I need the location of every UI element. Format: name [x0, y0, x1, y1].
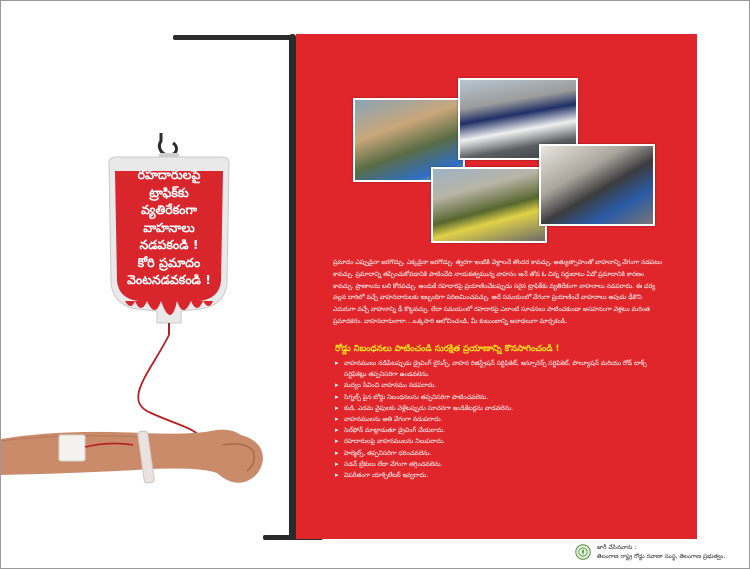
bag-slogan-line: నడపకండి !: [139, 237, 199, 252]
government-emblem-icon: [575, 544, 591, 560]
photo-phone-rider: [539, 144, 655, 226]
list-item: ▸ మద్యం సేవించి వాహనము నడపరాదు.: [335, 380, 665, 391]
photo-road-traffic: [431, 167, 547, 243]
bag-slogan-line: ట్రాఫిక్‌కు: [149, 184, 189, 200]
issuer-label: జారీ చేసినవారు :: [597, 545, 637, 551]
list-item: ▸ రహదారులపై వాహనములను నిలుపరాదు.: [335, 436, 665, 447]
body-paragraph: ప్రమాదం ఎప్పుడైనా జరగొచ్చు, ఎక్కడైనా జరగొచ్చు. త్వరగా ఇంటికి వెళ్లాలనే తొందర కావచ్చు, అత్యుత్సాహంతో వాహనాన్ని వేగంగా నడపటం కావచ్చు. ప్రమాదాన్ని తప్పించుకోవడానికి పాటించేది నాయకత్వమున్న వాహనం అనే తోవ ఓ చిన్న సర్దుబాటు ఏదో ప్రమాదానికి కారణం కావచ్చు. ప్రాణాలను బలి కోరవచ్చు. అందుకే రహదారిపై ప్రయాణించేటప్పుడు సరైన ట్రాఫిక్‌కు వ్యతిరేకంగా వాహనాలు నడపరాదు. ఈ చర్య వల్లన దారిలో వచ్చే వాహనదారులకు ఇబ్బందిగా పరిణమించవచ్చు. అదే సమయంలో వేగంగా ప్రయాణించే వాహనాలు అపుడు ఢీకొని ఎదురుగా వచ్చే వాహనాన్ని ఢీ కొట్టవచ్చు. లేదా సమయంలో రహదారిపై ఎలాంటి సూచనలు పాటించకుండా అసహనంగా వెళ్లటం మరింత ప్రమాదకరం. వాహనదారులారా....ఒక్కసారి ఆలోచించండి, మీ కుటుంబాన్ని ఆనాథలుగా మార్చకండి.: [333, 259, 663, 325]
bag-slogan-line: రహదారులపై: [137, 167, 201, 182]
bag-slogan-line: వ్యతిరేకంగా: [140, 202, 198, 217]
list-item: ▸ విపరీతంగా యాక్సిలేటర్ ఇవ్వరాదు.: [335, 470, 665, 481]
drip-stand-arm: [173, 35, 295, 40]
list-item: ▸ సడన్ బ్రేకులు లేదా వేగంగా తగ్గించవలెను.: [335, 459, 665, 470]
list-item: ▸ సెల్‌ఫోన్ మాట్లాడుతూ డ్రైవింగ్ చేయరాదు.: [335, 425, 665, 436]
list-item: ▸ హెల్మెట్స్, తప్పనిసరిగా ధరించవలెను.: [335, 448, 665, 459]
bag-slogan-line: వెంటనడవకండి !: [127, 272, 211, 287]
list-item: ▸ సిగ్నల్స్ పైన బోర్డు నిబంధనలను తప్పనిసరిగా పాటించవలెను.: [335, 392, 665, 403]
issuer-name: తెలంగాణ రాష్ట్ర రోడ్డు రవాణా సంస్థ, తెలంగాణ ప్రభుత్వం.: [597, 554, 726, 560]
list-item: ▸ వాహనములను అతి వేగంగా నడుపరాదు.: [335, 414, 665, 425]
bag-slogan-line: కోరి ప్రమాదం: [137, 254, 201, 270]
list-item: ▸ వాహనములు నడిపేటప్పుడు డ్రైవింగ్ లైసెన్స్, వాహన రిజిస్ట్రేషన్ సర్టిఫికెట్, ఇన్సూరెన్స్ సర్టిఫికెట్, పొల్యూషన్ మరియు రోడ్ టాక్స్ సర్టిఫికెట్లు తప్పనిసరిగా ఉండవలెను.: [335, 358, 665, 380]
rules-list: [335, 358, 665, 481]
bag-slogan: [107, 166, 231, 289]
rules-heading: రోడ్డు నిబంధనలు పాటించండి సురక్షిత ప్రయాణాన్ని కొనసాగించండి !: [335, 344, 560, 354]
arm-illustration: [1, 411, 281, 501]
bag-slogan-line: వాహనాలు: [143, 219, 195, 235]
list-item: ▸ కుడి, ఎడమ వైపులకు వెళ్లేటప్పుడు సూచనగా ఇండికేటర్లను వాడవలెను.: [335, 403, 665, 414]
